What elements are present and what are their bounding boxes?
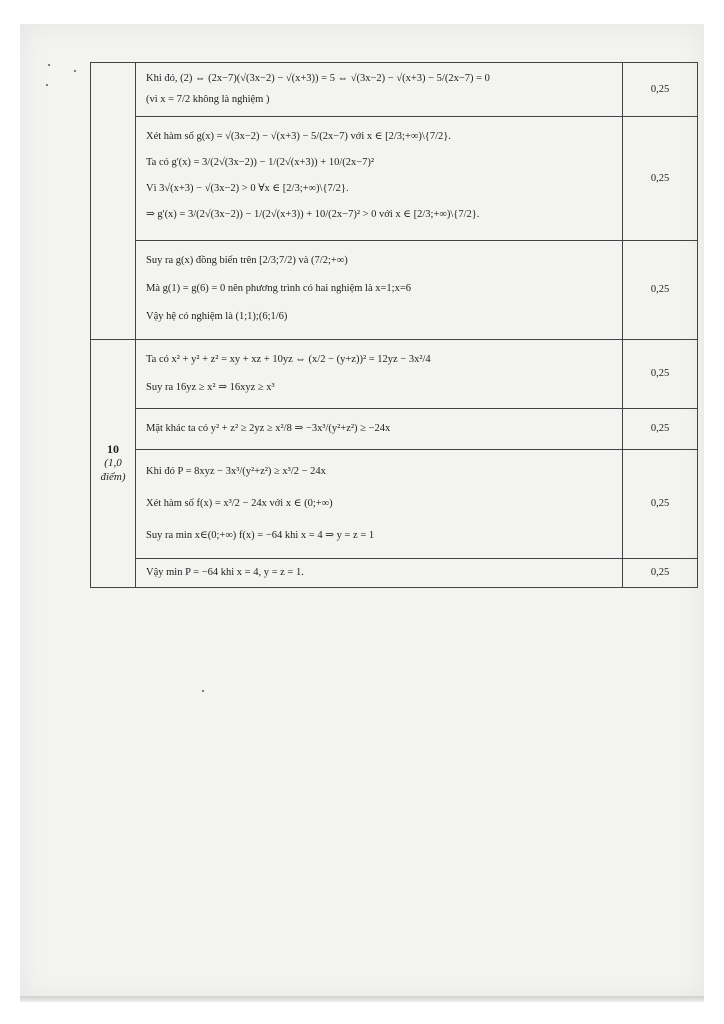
q10-line-6-text: Suy ra min x∈(0;+∞) f(x) = −64 khi x = 4 ⇒ y = z = 1 xyxy=(146,530,375,542)
q9-step-2 xyxy=(136,117,623,241)
score-cell xyxy=(623,63,698,117)
q9-line-8-text: Mà g(1) = g(6) = 0 nên phương trình có hai nghiệm là x=1;x=6 xyxy=(146,283,412,295)
q9-step-3 xyxy=(136,241,623,340)
q9-line-5-text: Vì 3√(x+3) − √(3x−2) > 0 ∀x ∈ [2/3;+∞)\{7/2}. xyxy=(146,183,349,195)
q10-step-3 xyxy=(136,450,623,559)
q9-line-4 xyxy=(146,154,614,172)
q10-points: (1,0 điểm) xyxy=(100,457,126,483)
scan-speck xyxy=(74,70,76,72)
q10-line-5 xyxy=(146,495,614,513)
score-cell xyxy=(623,409,698,450)
q10-number: 10 xyxy=(107,442,119,457)
q10-line-2-text: Suy ra 16yz ≥ x² ⇒ 16xyz ≥ x³ xyxy=(146,382,275,394)
score-cell xyxy=(623,241,698,340)
q10-number-cell xyxy=(91,340,136,588)
q10-line-4 xyxy=(146,463,614,481)
scan-speck xyxy=(48,64,50,66)
q9-step-1 xyxy=(136,63,623,117)
q9-line-8 xyxy=(146,280,614,298)
score-1: 0,25 xyxy=(650,83,670,95)
q9-row-2 xyxy=(91,117,698,241)
score-6: 0,25 xyxy=(650,498,670,510)
score-cell xyxy=(623,559,698,588)
q9-line-2 xyxy=(146,91,614,109)
q9-number-cell xyxy=(91,63,136,340)
score-cell xyxy=(623,340,698,409)
q10-line-3-text: Mặt khác ta có y² + z² ≥ 2yz ≥ x²/8 ⇒ −3x³/(y²+z²) ≥ −24x xyxy=(146,423,391,435)
scan-speck xyxy=(202,690,204,692)
q10-step-2 xyxy=(136,409,623,450)
score-cell xyxy=(623,117,698,241)
q10-line-7 xyxy=(146,564,614,582)
score-3: 0,25 xyxy=(650,284,670,296)
solution-table xyxy=(90,62,698,588)
score-cell xyxy=(623,450,698,559)
score-5: 0,25 xyxy=(650,423,670,435)
q9-line-1-text: Khi đó, (2) ⇔ (2x−7)(√(3x−2) − √(x+3)) = 5 ⇔ √(3x−2) − √(x+3) − 5/(2x−7) = 0 xyxy=(146,73,490,85)
q9-line-7-text: Suy ra g(x) đồng biến trên [2/3;7/2) và (7/2;+∞) xyxy=(146,255,348,267)
q10-line-6 xyxy=(146,527,614,545)
q9-line-3-text: Xét hàm số g(x) = √(3x−2) − √(x+3) − 5/(2x−7) với x ∈ [2/3;+∞)\{7/2}. xyxy=(146,131,451,143)
q10-line-7-text: Vậy min P = −64 khi x = 4, y = z = 1. xyxy=(146,567,304,579)
q10-row-1 xyxy=(91,340,698,409)
q9-line-7 xyxy=(146,252,614,270)
q10-step-4 xyxy=(136,559,623,588)
q9-line-6-text: ⇒ g'(x) = 3/(2√(3x−2)) − 1/(2√(x+3)) + 10/(2x−7)² > 0 với x ∈ [2/3;+∞)\{7/2}. xyxy=(146,209,480,221)
score-2: 0,25 xyxy=(650,172,670,184)
score-4: 0,25 xyxy=(650,368,670,380)
q9-row-3 xyxy=(91,241,698,340)
q9-row-1 xyxy=(91,63,698,117)
q10-line-1-text: Ta có x² + y² + z² = xy + xz + 10yz ⇔ (x/2 − (y+z))² = 12yz − 3x²/4 xyxy=(146,354,431,366)
q9-line-5 xyxy=(146,180,614,198)
q10-line-1 xyxy=(146,351,614,369)
q9-line-3 xyxy=(146,128,614,146)
score-7: 0,25 xyxy=(650,567,670,579)
q10-line-2 xyxy=(146,379,614,397)
q10-line-4-text: Khi đó P = 8xyz − 3x³/(y²+z²) ≥ x³/2 − 24x xyxy=(146,466,326,478)
q10-row-2 xyxy=(91,409,698,450)
q9-line-9 xyxy=(146,308,614,326)
q9-line-1 xyxy=(146,70,614,88)
q9-line-9-text: Vậy hệ có nghiệm là (1;1);(6;1/6) xyxy=(146,311,288,323)
q9-line-2-text: (vì x = 7/2 không là nghiệm ) xyxy=(146,94,270,106)
q10-row-4 xyxy=(91,559,698,588)
scan-speck xyxy=(46,84,48,86)
q10-step-1 xyxy=(136,340,623,409)
q10-line-3 xyxy=(146,420,614,438)
q10-line-5-text: Xét hàm số f(x) = x³/2 − 24x với x ∈ (0;+∞) xyxy=(146,498,333,510)
q10-row-3 xyxy=(91,450,698,559)
page-edge-shadow xyxy=(20,996,704,1002)
q9-line-6 xyxy=(146,206,614,224)
q9-line-4-text: Ta có g'(x) = 3/(2√(3x−2)) − 1/(2√(x+3)) + 10/(2x−7)² xyxy=(146,157,375,169)
